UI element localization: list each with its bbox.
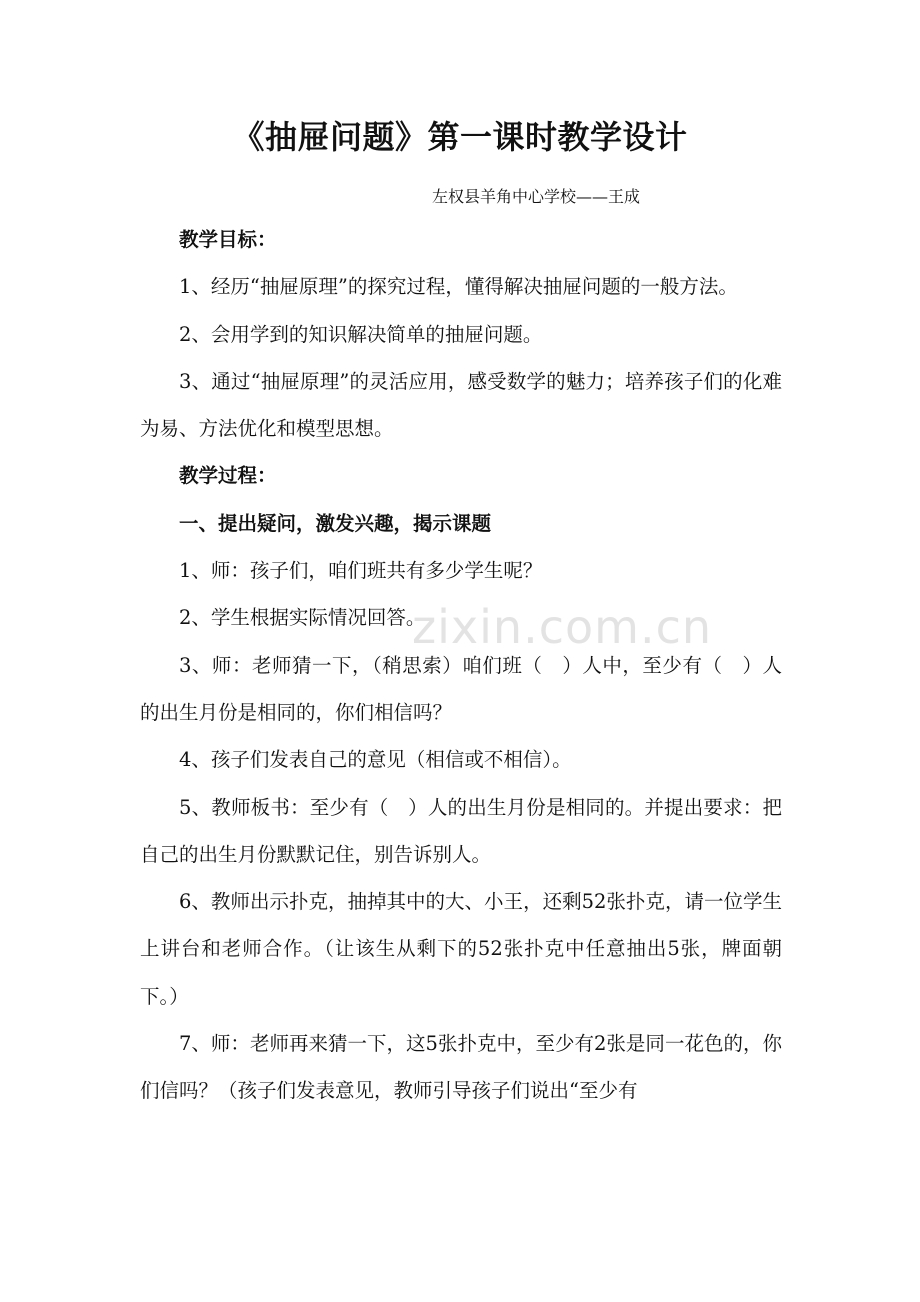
objective-1: 1、经历“抽屉原理”的探究过程，懂得解决抽屉问题的一般方法。 xyxy=(179,275,738,299)
objective-3: 3、通过“抽屉原理”的灵活应用，感受数学的魅力；培养孩子们的化难为易、方法优化和模型思想。 xyxy=(140,369,782,441)
section-heading-process: 教学过程： xyxy=(179,464,277,488)
process-step-4: 4、孩子们发表自己的意见（相信或不相信）。 xyxy=(179,748,572,772)
process-step-2: 2、学生根据实际情况回答。 xyxy=(179,606,426,630)
document-title: 《抽屉问题》第一课时教学设计 xyxy=(232,118,688,156)
process-step-3: 3、师：老师猜一下，（稍思索）咱们班（ ）人中，至少有（ ）人的出生月份是相同的，你们相信吗？ xyxy=(140,653,782,724)
process-step-6: 6、教师出示扑克，抽掉其中的大、小王，还剩52张扑克，请一位学生上讲台和老师合作。（让该生从剩下的52张扑克中任意抽出5张，牌面朝下。） xyxy=(140,890,782,1008)
section-heading-objectives: 教学目标： xyxy=(179,228,277,251)
document-body xyxy=(140,216,782,1115)
author-line: 左权县羊角中心学校——王成 xyxy=(432,187,641,206)
watermark: zixin.com.cn xyxy=(412,600,713,654)
process-step-1: 1、师：孩子们，咱们班共有多少学生呢？ xyxy=(179,559,543,583)
objective-2: 2、会用学到的知识解决简单的抽屉问题。 xyxy=(179,322,543,346)
process-step-5: 5、教师板书：至少有（ ）人的出生月份是相同的。并提出要求：把自己的出生月份默默记住，别告诉别人。 xyxy=(140,795,782,866)
process-step-7: 7、师：老师再来猜一下，这5张扑克中，至少有2张是同一花色的，你们信吗？（孩子们发表意见，教师引导孩子们说出“至少有 xyxy=(140,1032,782,1103)
subsection-heading-1: 一、提出疑问，激发兴趣，揭示课题 xyxy=(179,511,492,535)
